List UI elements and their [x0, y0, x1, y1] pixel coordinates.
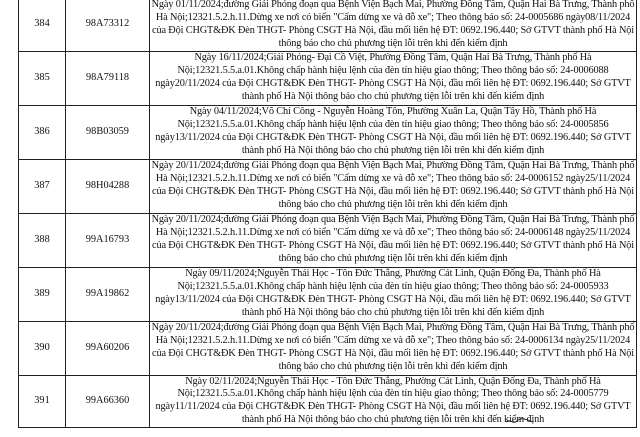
description-line: Hà Nội;12321.5.2.h.11.Dừng xe nơi có biển "Cấm dừng xe và đỗ xe"; Theo thông báo số: 24-0006152 ngày25/11/2024 — [155, 173, 631, 185]
description-line: của Đội CHGT&ĐK Đèn THGT- Phòng CSGT Hà Nội, đầu mối liên hệ ĐT: 0692.196.440; Sở GTVT thành phố Hà Nội — [152, 186, 634, 198]
table-row — [19, 321, 637, 375]
description-line: của Đội CHGT&ĐK Đèn THGT- Phòng CSGT Hà Nội, đầu mối liên hệ ĐT: 0692.196.440; Sở GTVT thành phố Hà Nội — [152, 24, 634, 36]
row-number: 384 — [19, 0, 66, 51]
description-line: ngày11/11/2024 của Đội CHGT&ĐK Đèn THGT- Phòng CSGT Hà Nội, đầu mối liên hệ ĐT: 0692.196.440; Sở GTVT — [155, 401, 631, 413]
description-line: thông báo cho chủ phương tiện lỗi trên khi đến kiểm định — [278, 37, 508, 49]
violation-description — [150, 0, 637, 51]
table-row — [19, 375, 637, 428]
table-row — [19, 51, 637, 105]
pen-squiggle-mark — [505, 416, 535, 426]
description-line: thông báo cho chủ phương tiện lỗi trên khi đến kiểm định — [278, 360, 508, 372]
description-line: Ngày 16/11/2024;Giải Phóng- Đại Cồ Việt, Phường Đồng Tâm, Quận Hai Bà Trưng, Thành phố Hà — [194, 52, 592, 64]
violations-table — [18, 0, 637, 428]
row-number: 391 — [19, 375, 66, 428]
table-body — [19, 0, 637, 428]
description-line: của Đội CHGT&ĐK Đèn THGT- Phòng CSGT Hà Nội, đầu mối liên hệ ĐT: 0692.196.440; Sở GTVT thành phố Hà Nội — [152, 348, 634, 360]
description-line: Hà Nội;12321.5.2.h.11.Dừng xe nơi có biển "Cấm dừng xe và đỗ xe"; Theo thông báo số: 24-0006148 ngày25/11/2024 — [155, 227, 631, 239]
row-number: 385 — [19, 51, 66, 105]
description-line: Nội;12321.5.5.a.01.Không chấp hành hiệu lệnh của đèn tín hiệu giao thông; Theo thông báo số: 24-0005933 — [177, 281, 609, 293]
description-line: Ngày 20/11/2024;đường Giải Phóng đoạn qua Bệnh Viện Bạch Mai, Phường Đồng Tâm, Quận Hai Bà Trưng, Thành phố — [151, 160, 635, 172]
description-line: thành phố Hà Nội thông báo cho chủ phương tiện lỗi trên khi đến kiểm định — [241, 144, 545, 156]
plate-number: 98H04288 — [66, 159, 150, 213]
row-number: 389 — [19, 267, 66, 321]
table-row — [19, 267, 637, 321]
description-line: Hà Nội;12321.5.2.h.11.Dừng xe nơi có biển "Cấm dừng xe và đỗ xe"; Theo thông báo số: 24-0006134 ngày25/11/2024 — [155, 335, 631, 347]
description-line: ngày13/11/2024 của Đội CHGT&ĐK Đèn THGT- Phòng CSGT Hà Nội, đầu mối liên hệ ĐT: 0692.196.440; Sở GTVT — [155, 294, 631, 306]
description-line: ngày20/11/2024 của Đội CHGT&ĐK Đèn THGT- Phòng CSGT Hà Nội, đầu mối liên hệ ĐT: 0692.196.440; Sở GTVT — [155, 78, 631, 90]
description-line: Ngày 09/11/2024;Nguyễn Thái Học - Tôn Đức Thắng, Phường Cát Linh, Quận Đống Đa, Thành phố Hà — [185, 268, 601, 280]
row-number: 390 — [19, 321, 66, 375]
description-line: Nội;12321.5.5.a.01.Không chấp hành hiệu lệnh của đèn tín hiệu giao thông; Theo thông báo số: 24-0005779 — [177, 388, 609, 400]
violation-description — [150, 51, 637, 105]
description-line: ngày13/11/2024 của Đội CHGT&ĐK Đèn THGT- Phòng CSGT Hà Nội, đầu mối liên hệ ĐT: 0692.196.440; Sở GTVT — [155, 132, 631, 144]
description-line: Ngày 20/11/2024;đường Giải Phóng đoạn qua Bệnh Viện Bạch Mai, Phường Đồng Tâm, Quận Hai Bà Trưng, Thành phố — [151, 322, 635, 334]
plate-number: 99A66360 — [66, 375, 150, 428]
plate-number: 99A60206 — [66, 321, 150, 375]
description-line: Ngày 01/11/2024;đường Giải Phóng đoạn qua Bệnh Viện Bạch Mai, Phường Đồng Tâm, Quận Hai Bà Trưng, Thành phố — [151, 0, 635, 10]
description-line: Ngày 02/11/2024;Nguyễn Thái Học - Tôn Đức Thắng, Phường Cát Linh, Quận Đống Đa, Thành phố Hà — [185, 375, 601, 387]
description-line: thông báo cho chủ phương tiện lỗi trên khi đến kiểm định — [278, 252, 508, 264]
plate-number: 98A79118 — [66, 51, 150, 105]
table-row — [19, 105, 637, 159]
description-line: Nội;12321.5.5.a.01.Không chấp hành hiệu lệnh của đèn tín hiệu giao thông; Theo thông báo số: 24-0006088 — [177, 65, 609, 77]
plate-number: 98B03059 — [66, 105, 150, 159]
description-line: Ngày 20/11/2024;đường Giải Phóng đoạn qua Bệnh Viện Bạch Mai, Phường Đồng Tâm, Quận Hai Bà Trưng, Thành phố — [151, 214, 635, 226]
violation-description — [150, 213, 637, 267]
description-line: Ngày 04/11/2024;Võ Chí Công - Nguyễn Hoàng Tôn, Phường Xuân La, Quận Tây Hồ, Thành phố Hà — [189, 106, 597, 118]
row-number: 388 — [19, 213, 66, 267]
table-row — [19, 159, 637, 213]
plate-number: 99A16793 — [66, 213, 150, 267]
description-line: thông báo cho chủ phương tiện lỗi trên khi đến kiểm định — [278, 198, 508, 210]
description-line: Hà Nội;12321.5.2.h.11.Dừng xe nơi có biển "Cấm dừng xe và đỗ xe"; Theo thông báo số: 24-0005686 ngày08/11/2024 — [155, 11, 631, 23]
description-line: thành phố Hà Nội thông báo cho chủ phương tiện lỗi trên khi đến kiểm định — [241, 90, 545, 102]
violation-description — [150, 105, 637, 159]
table-row — [19, 213, 637, 267]
plate-number: 99A19862 — [66, 267, 150, 321]
table-row — [19, 0, 637, 51]
description-line: thành phố Hà Nội thông báo cho chủ phương tiện lỗi trên khi đến kiểm định — [241, 414, 545, 426]
plate-number: 98A73312 — [66, 0, 150, 51]
row-number: 387 — [19, 159, 66, 213]
violation-description — [150, 321, 637, 375]
violation-description — [150, 159, 637, 213]
row-number: 386 — [19, 105, 66, 159]
description-line: của Đội CHGT&ĐK Đèn THGT- Phòng CSGT Hà Nội, đầu mối liên hệ ĐT: 0692.196.440; Sở GTVT thành phố Hà Nội — [152, 240, 634, 252]
violation-description — [150, 375, 637, 428]
description-line: thành phố Hà Nội thông báo cho chủ phương tiện lỗi trên khi đến kiểm định — [241, 306, 545, 318]
violation-description — [150, 267, 637, 321]
description-line: Nội;12321.5.5.a.01.Không chấp hành hiệu lệnh của đèn tín hiệu giao thông; Theo thông báo số: 24-0005856 — [177, 119, 609, 131]
